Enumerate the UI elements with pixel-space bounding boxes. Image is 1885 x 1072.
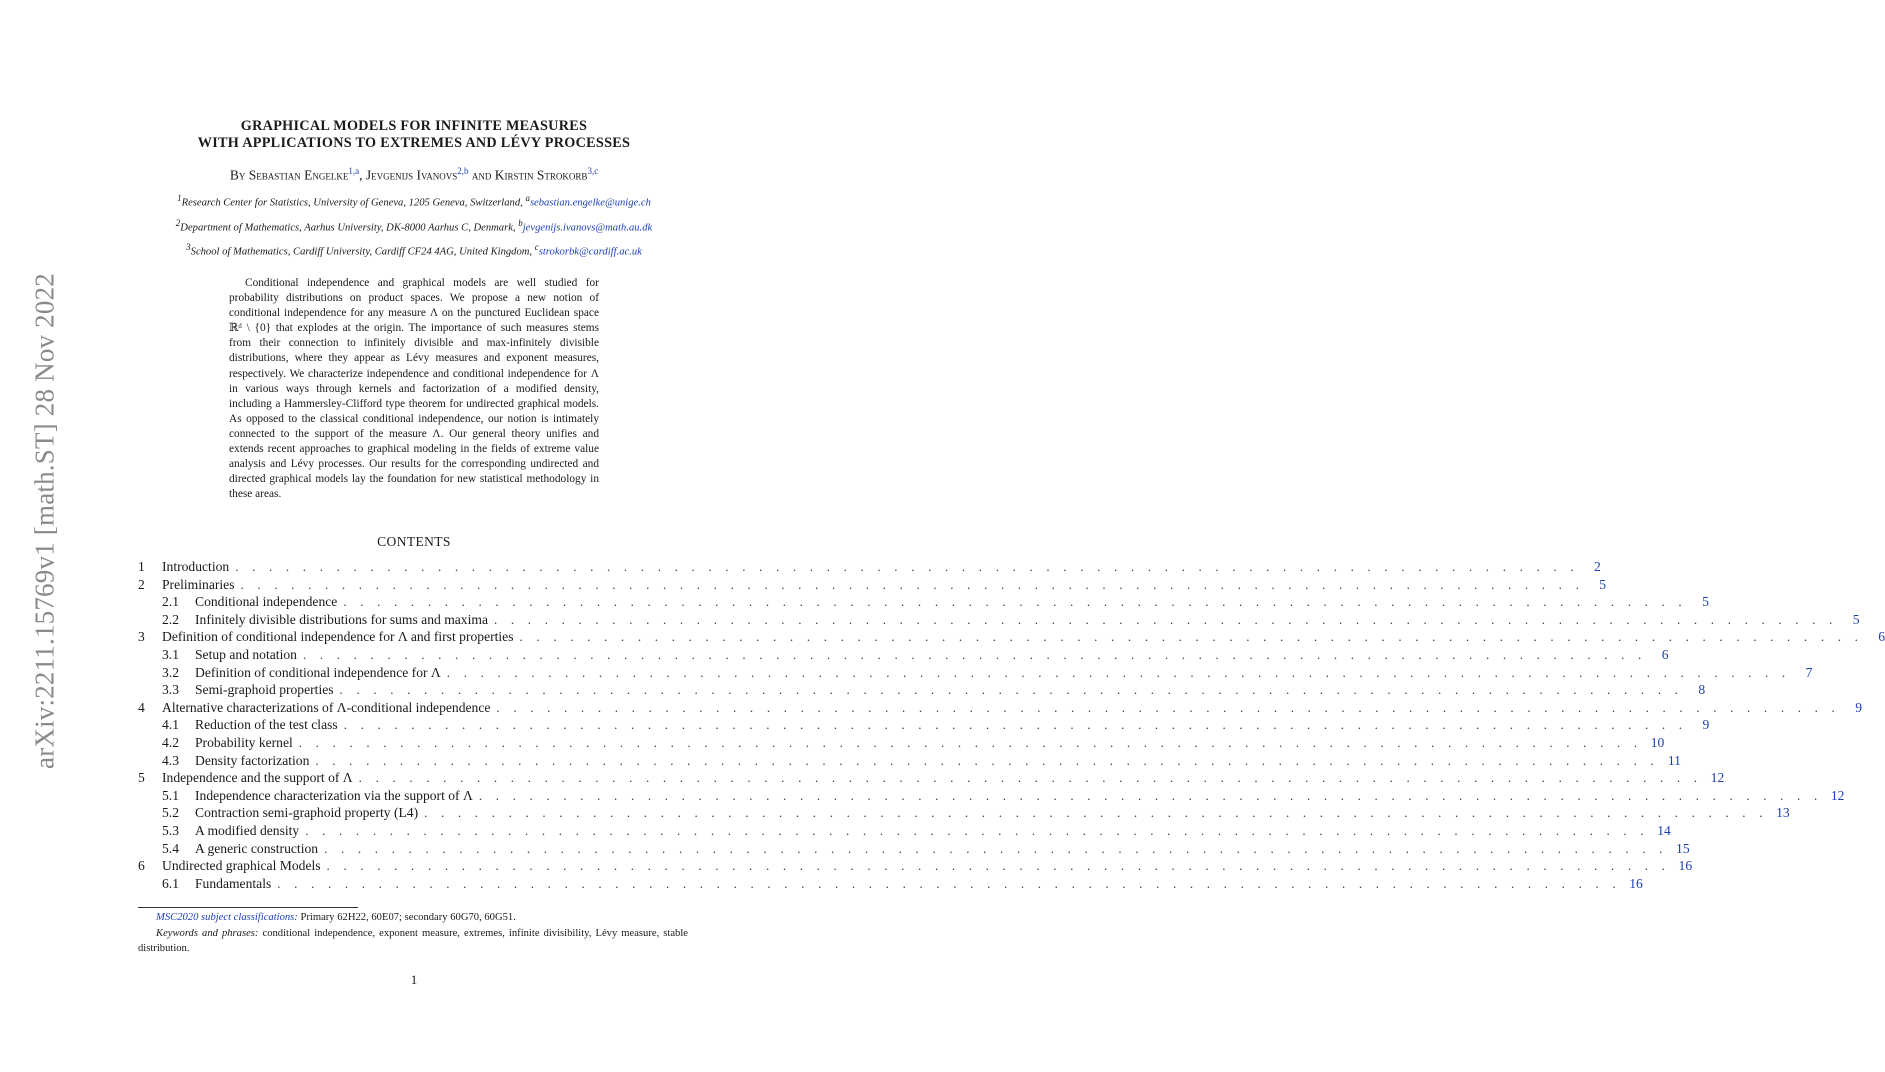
toc-entry-number: 6.1 — [162, 875, 179, 891]
toc-dot-leader: . . . . . . . . . . . . . . . . . . . . . . . . . . . . . . . . . . . . . . . . . . . . . . . . . . . . . . . . . . . . . . . . . . . . . . . . . . . . . . . . — [339, 682, 1684, 698]
arxiv-stamp-text: arXiv:2211.15769v1 [math.ST] 28 Nov 2022 — [29, 273, 60, 769]
affiliation-2-email-link[interactable]: jevgenijs.ivanovs@math.au.dk — [522, 222, 653, 234]
toc-page-link[interactable]: 16 — [1678, 858, 1693, 874]
toc-entry-number: 3.2 — [162, 664, 179, 680]
by-word: By — [229, 167, 246, 183]
affiliation-3-text: School of Mathematics, Cardiff University, Cardiff CF24 4AG, United Kingdom, — [190, 246, 535, 258]
author-list — [100, 166, 728, 184]
toc-entry-title[interactable]: Introduction — [162, 559, 230, 574]
toc-entry[interactable] — [138, 594, 1709, 612]
toc-entry[interactable] — [138, 875, 1643, 894]
toc-page-link[interactable]: 5 — [1702, 594, 1709, 610]
toc-entry[interactable] — [138, 858, 1693, 876]
toc-entry[interactable] — [138, 576, 1607, 595]
toc-entry-number: 4.3 — [162, 752, 179, 768]
toc-entry-title[interactable]: Conditional independence — [195, 594, 338, 610]
toc-page-link[interactable]: 9 — [1702, 717, 1710, 733]
toc-entry-title[interactable]: Setup and notation — [195, 646, 297, 662]
toc-entry[interactable] — [138, 734, 1665, 753]
toc-dot-leader: . . . . . . . . . . . . . . . . . . . . . . . . . . . . . . . . . . . . . . . . . . . . . . . . . . . . . . . . . . . . . . . . . . . . . . . . . . . . . . . . — [240, 576, 1585, 592]
toc-entry-number: 4.1 — [162, 717, 179, 733]
affiliation-1-number: 1 — [177, 193, 182, 203]
msc-link[interactable]: MSC2020 subject classifications: — [156, 912, 298, 923]
author-and: and — [468, 167, 495, 183]
toc-page-link[interactable]: 12 — [1830, 787, 1845, 803]
toc-page-link[interactable]: 12 — [1710, 770, 1725, 786]
toc-entry[interactable] — [138, 611, 1860, 630]
toc-entry-number: 5.1 — [162, 787, 179, 803]
toc-dot-leader: . . . . . . . . . . . . . . . . . . . . . . . . . . . . . . . . . . . . . . . . . . . . . . . . . . . . . . . . . . . . . . . . . . . . . . . . . . . . . . . . — [446, 664, 1791, 680]
abstract: Conditional independence and graphical models are well studied for probability distributions on product spaces. We propose a new notion of conditional independence for any measure Λ on the punctured Euclidean space ℝᵈ \ {0} that explodes at the origin. The importance of such measures stems from their connection to infinitely divisible and max-infinitely divisible distributions, where they appear as Lévy measures and exponent measures, respectively. We characterize independence and conditional independence for Λ in various ways through kernels and factorization of a modified density, including a Hammersley-Clifford type theorem for undirected graphical models. As opposed to the classical conditional independence, our notion is intimately connected to the support of the measure Λ. Our general theory unifies and extends recent approaches to graphical modeling in the fields of extreme value analysis and Lévy processes. Our results for the corresponding undirected and directed graphical models lay the foundation for new statistical methodology in these areas. — [229, 277, 599, 501]
toc-entry-title[interactable]: Density factorization — [195, 752, 310, 768]
toc-page-link[interactable]: 2 — [1593, 559, 1601, 574]
author-3: Kirstin Strokorb — [494, 167, 588, 183]
toc-page-link[interactable]: 7 — [1805, 664, 1813, 680]
toc-entry-title[interactable]: Definition of conditional independence for Λ — [195, 664, 441, 680]
toc-entry-number: 2.1 — [162, 594, 179, 610]
toc-dot-leader: . . . . . . . . . . . . . . . . . . . . . . . . . . . . . . . . . . . . . . . . . . . . . . . . . . . . . . . . . . . . . . . . . . . . . . . . . . . . . . . . — [343, 594, 1687, 610]
affiliation-2-number: 2 — [175, 218, 181, 228]
toc-entry-title[interactable]: A generic construction — [195, 840, 319, 856]
toc-dot-leader: . . . . . . . . . . . . . . . . . . . . . . . . . . . . . . . . . . . . . . . . . . . . . . . . . . . . . . . . . . . . . . . . . . . . . . . . . . . . . . . . — [326, 858, 1671, 874]
toc-dot-leader: . . . . . . . . . . . . . . . . . . . . . . . . . . . . . . . . . . . . . . . . . . . . . . . . . . . . . . . . . . . . . . . . . . . . . . . . . . . . . . . . — [305, 822, 1649, 838]
author-2: Jevgenijs Ivanovs — [365, 167, 458, 183]
toc-page-link[interactable]: 9 — [1855, 699, 1862, 715]
toc-dot-leader: . . . . . . . . . . . . . . . . . . . . . . . . . . . . . . . . . . . . . . . . . . . . . . . . . . . . . . . . . . . . . . . . . . . . . . . . . . . . . . . . — [235, 559, 1579, 574]
toc-entry-title[interactable]: Contraction semi-graphoid property (L4) — [195, 805, 419, 821]
toc-entry-number: 2 — [138, 576, 145, 592]
page-number: 1 — [410, 972, 418, 987]
toc-entry[interactable] — [138, 840, 1690, 859]
toc-page-link[interactable]: 10 — [1650, 734, 1665, 750]
toc-page-link[interactable]: 6 — [1878, 629, 1885, 645]
toc-page-link[interactable]: 14 — [1657, 822, 1671, 838]
affiliation-3-email-link[interactable]: strokorbk@cardiff.ac.uk — [538, 246, 642, 258]
toc-entry-number: 6 — [138, 858, 145, 874]
toc-entry-title[interactable]: A modified density — [195, 822, 300, 838]
keywords-label: Keywords and phrases: — [156, 928, 259, 939]
toc-dot-leader: . . . . . . . . . . . . . . . . . . . . . . . . . . . . . . . . . . . . . . . . . . . . . . . . . . . . . . . . . . . . . . . . . . . . . . . . . . . . . . . . — [496, 699, 1840, 715]
author-1-marker[interactable]: 1,a — [348, 166, 360, 176]
toc-entry[interactable] — [138, 699, 1862, 718]
toc-dot-leader: . . . . . . . . . . . . . . . . . . . . . . . . . . . . . . . . . . . . . . . . . . . . . . . . . . . . . . . . . . . . . . . . . . . . . . . . . . . . . . . . — [478, 787, 1823, 803]
affiliation-3 — [100, 242, 728, 258]
toc-entry[interactable] — [138, 787, 1845, 806]
toc-dot-leader: . . . . . . . . . . . . . . . . . . . . . . . . . . . . . . . . . . . . . . . . . . . . . . . . . . . . . . . . . . . . . . . . . . . . . . . . . . . . . . . . — [324, 840, 1668, 856]
toc-entry-title[interactable]: Fundamentals — [195, 875, 272, 891]
affiliation-1-email-link[interactable]: sebastian.engelke@unige.ch — [529, 197, 651, 209]
title-line-1: GRAPHICAL MODELS FOR INFINITE MEASURES — [240, 118, 588, 134]
toc-entry-number: 3.3 — [162, 682, 179, 698]
msc-footnote — [138, 910, 688, 925]
toc-entry-title[interactable]: Infinitely divisible distributions for sums and maxima — [195, 611, 488, 627]
toc-entry-number: 4.2 — [162, 734, 179, 750]
toc-dot-leader: . . . . . . . . . . . . . . . . . . . . . . . . . . . . . . . . . . . . . . . . . . . . . . . . . . . . . . . . . . . . . . . . . . . . . . . . . . . . . . . . — [424, 805, 1768, 821]
toc-entry-title[interactable]: Reduction of the test class — [195, 717, 338, 733]
toc-entry[interactable] — [138, 752, 1681, 771]
toc-entry[interactable] — [138, 805, 1790, 823]
toc-dot-leader: . . . . . . . . . . . . . . . . . . . . . . . . . . . . . . . . . . . . . . . . . . . . . . . . . . . . . . . . . . . . . . . . . . . . . . . . . . . . . . . . — [277, 875, 1621, 891]
toc-dot-leader: . . . . . . . . . . . . . . . . . . . . . . . . . . . . . . . . . . . . . . . . . . . . . . . . . . . . . . . . . . . . . . . . . . . . . . . . . . . . . . . . — [494, 611, 1838, 627]
title-line-2: WITH APPLICATIONS TO EXTREMES AND LÉVY PROCESSES — [197, 135, 631, 151]
table-of-contents — [138, 559, 1885, 893]
toc-entry-title[interactable]: Alternative characterizations of Λ-conditional independence — [162, 699, 491, 715]
affiliation-2-text: Department of Mathematics, Aarhus University, DK-8000 Aarhus C, Denmark, — [180, 222, 519, 234]
affiliation-2-tag: b — [518, 218, 523, 228]
toc-entry-title[interactable]: Preliminaries — [162, 576, 235, 592]
toc-page-link[interactable]: 11 — [1667, 752, 1681, 768]
affiliation-1-tag: a — [525, 193, 530, 203]
toc-dot-leader: . . . . . . . . . . . . . . . . . . . . . . . . . . . . . . . . . . . . . . . . . . . . . . . . . . . . . . . . . . . . . . . . . . . . . . . . . . . . . . . . — [302, 646, 1647, 662]
toc-entry-number: 2.2 — [162, 611, 179, 627]
toc-entry[interactable] — [138, 664, 1813, 683]
toc-page-link[interactable]: 6 — [1661, 646, 1669, 662]
toc-page-link[interactable]: 5 — [1599, 576, 1607, 592]
toc-entry-number: 3 — [138, 629, 145, 645]
toc-entry-title[interactable]: Independence characterization via the support of Λ — [195, 787, 473, 803]
toc-entry-title[interactable]: Independence and the support of Λ — [162, 770, 353, 786]
toc-entry-number: 4 — [138, 699, 145, 715]
toc-page-link[interactable]: 15 — [1676, 840, 1690, 856]
affiliation-3-tag: c — [534, 242, 539, 252]
author-3-marker[interactable]: 3,c — [587, 166, 599, 176]
author-2-marker[interactable]: 2,b — [457, 166, 469, 176]
toc-page-link[interactable]: 8 — [1698, 682, 1706, 698]
affiliation-3-number: 3 — [186, 242, 191, 252]
toc-entry-title[interactable]: Undirected graphical Models — [162, 858, 321, 874]
author-1: Sebastian Engelke — [248, 167, 349, 183]
toc-entry[interactable] — [138, 717, 1710, 735]
toc-entry-number: 5 — [138, 770, 145, 786]
toc-entry[interactable] — [138, 682, 1706, 700]
toc-entry-number: 5.3 — [162, 822, 179, 838]
keywords-footnote — [138, 926, 688, 956]
toc-entry-title[interactable]: Probability kernel — [195, 734, 293, 750]
affiliation-1 — [100, 193, 728, 209]
toc-dot-leader: . . . . . . . . . . . . . . . . . . . . . . . . . . . . . . . . . . . . . . . . . . . . . . . . . . . . . . . . . . . . . . . . . . . . . . . . . . . . . . . . — [358, 770, 1703, 786]
affiliation-2 — [100, 218, 728, 234]
toc-dot-leader: . . . . . . . . . . . . . . . . . . . . . . . . . . . . . . . . . . . . . . . . . . . . . . . . . . . . . . . . . . . . . . . . . . . . . . . . . . . . . . . . — [315, 752, 1659, 768]
toc-entry-title[interactable]: Definition of conditional independence for Λ and first properties — [162, 629, 514, 645]
keywords-text: conditional independence, exponent measure, extremes, infinite divisibility, Lévy measure, stable distribution. — [138, 928, 688, 954]
affiliation-1-text: Research Center for Statistics, University of Geneva, 1205 Geneva, Switzerland, — [181, 197, 526, 209]
author-separator: , — [359, 167, 366, 183]
toc-entry-title[interactable]: Semi-graphoid properties — [195, 682, 334, 698]
toc-entry[interactable] — [138, 559, 1601, 577]
toc-page-link[interactable]: 16 — [1629, 875, 1643, 891]
toc-entry[interactable] — [138, 629, 1885, 647]
toc-entry-number: 5.2 — [162, 805, 179, 821]
toc-page-link[interactable]: 5 — [1852, 611, 1860, 627]
toc-dot-leader: . . . . . . . . . . . . . . . . . . . . . . . . . . . . . . . . . . . . . . . . . . . . . . . . . . . . . . . . . . . . . . . . . . . . . . . . . . . . . . . . — [298, 734, 1643, 750]
toc-dot-leader: . . . . . . . . . . . . . . . . . . . . . . . . . . . . . . . . . . . . . . . . . . . . . . . . . . . . . . . . . . . . . . . . . . . . . . . . . . . . . . . . — [343, 717, 1688, 733]
toc-entry[interactable] — [138, 646, 1669, 665]
footnote-rule — [138, 907, 358, 908]
toc-entry[interactable] — [138, 822, 1671, 841]
toc-entry[interactable] — [138, 770, 1725, 788]
toc-entry-number: 1 — [138, 559, 145, 574]
toc-entry-number: 3.1 — [162, 646, 179, 662]
toc-entry-number: 5.4 — [162, 840, 179, 856]
contents-heading: CONTENTS — [377, 534, 451, 549]
arxiv-stamp — [23, 266, 67, 776]
msc-text: Primary 62H22, 60E07; secondary 60G70, 60G51. — [297, 912, 516, 923]
toc-dot-leader: . . . . . . . . . . . . . . . . . . . . . . . . . . . . . . . . . . . . . . . . . . . . . . . . . . . . . . . . . . . . . . . . . . . . . . . . . . . . . . . . — [519, 629, 1864, 645]
toc-page-link[interactable]: 13 — [1776, 805, 1790, 821]
paper-title — [130, 118, 698, 152]
